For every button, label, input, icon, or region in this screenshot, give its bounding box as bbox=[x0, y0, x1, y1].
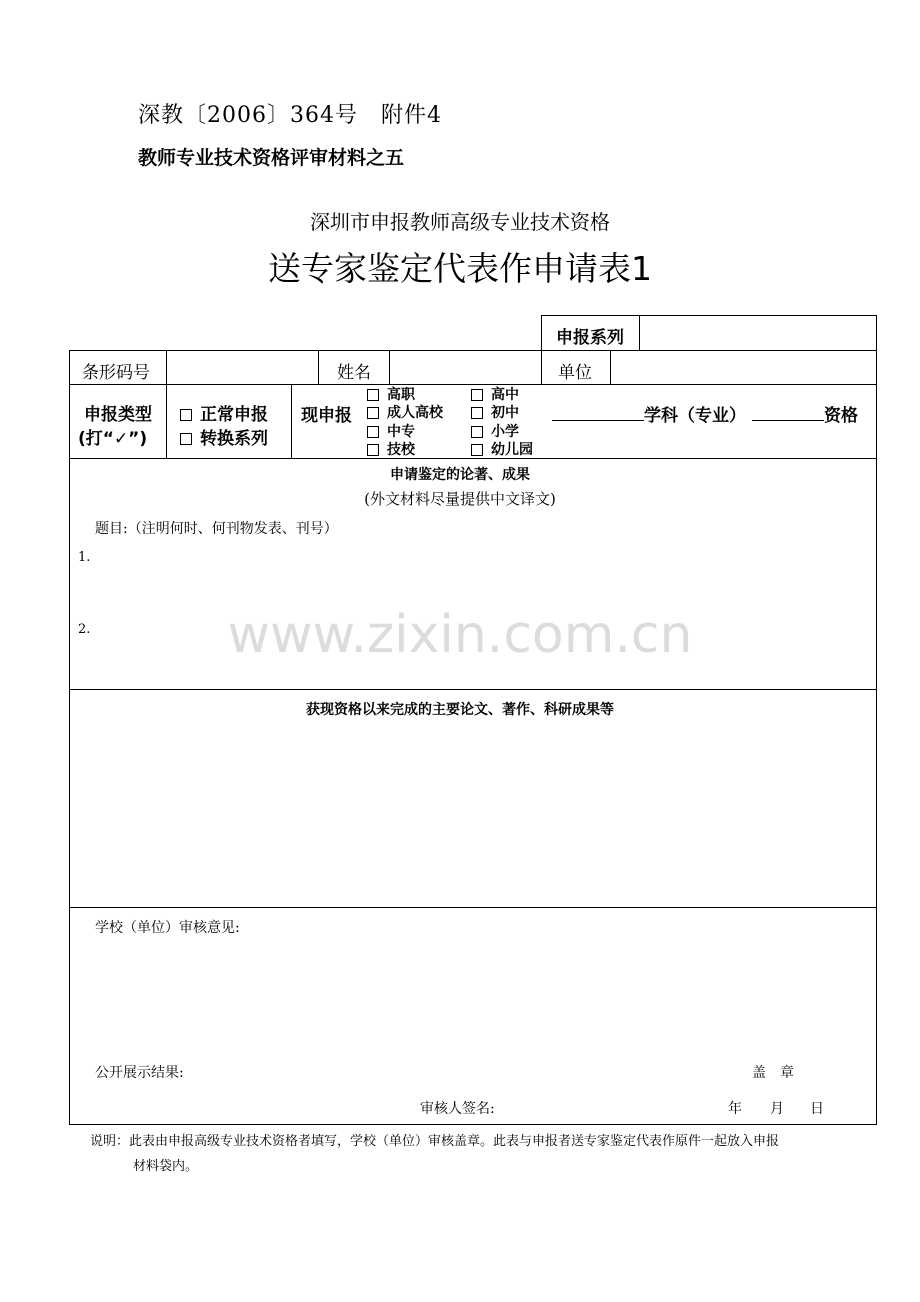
table-line bbox=[318, 350, 319, 384]
table-line bbox=[69, 1124, 876, 1125]
table-line bbox=[541, 315, 876, 316]
checkbox-icon[interactable] bbox=[367, 407, 379, 419]
form-title-line2: 送专家鉴定代表作申请表1 bbox=[268, 249, 652, 288]
checkbox-icon[interactable] bbox=[471, 426, 483, 438]
public-result-label: 公开展示结果: bbox=[95, 1065, 184, 1081]
subject-suffix: 学科（专业） bbox=[644, 406, 746, 426]
table-line bbox=[389, 350, 390, 384]
school-option-junior-high[interactable]: 初中 bbox=[471, 402, 519, 422]
current-label: 现申报 bbox=[301, 406, 352, 426]
barcode-label: 条形码号 bbox=[82, 363, 150, 383]
type-label: 申报类型 bbox=[84, 405, 152, 425]
unit-label: 单位 bbox=[558, 363, 592, 383]
school-option-kindergarten[interactable]: 幼儿园 bbox=[471, 439, 533, 459]
item-number-1: 1. bbox=[78, 550, 91, 565]
type-hint: (打“✓”) bbox=[78, 429, 148, 449]
school-option-primary[interactable]: 小学 bbox=[471, 421, 519, 441]
checkbox-icon[interactable] bbox=[367, 444, 379, 456]
table-line bbox=[291, 384, 292, 458]
school-option-senior-high[interactable]: 高中 bbox=[471, 384, 519, 404]
seal-label: 盖 章 bbox=[752, 1065, 794, 1081]
signer-label: 审核人签名: bbox=[420, 1101, 495, 1117]
unit-field[interactable] bbox=[620, 358, 865, 378]
checkbox-icon[interactable] bbox=[367, 389, 379, 401]
item-number-2: 2. bbox=[78, 622, 91, 637]
school-option-secondary-vocational[interactable]: 中专 bbox=[367, 421, 415, 441]
qualification-suffix: 资格 bbox=[824, 406, 858, 426]
works-note: (外文材料尽量提供中文译文) bbox=[364, 490, 556, 508]
main-works-title: 获现资格以来完成的主要论文、著作、科研成果等 bbox=[306, 702, 614, 718]
date-month: 月 bbox=[770, 1101, 784, 1117]
table-line bbox=[69, 350, 876, 351]
school-option-adult-college[interactable]: 成人高校 bbox=[367, 402, 443, 422]
table-line bbox=[610, 350, 611, 384]
works-title: 申请鉴定的论著、成果 bbox=[390, 467, 530, 483]
table-line bbox=[876, 315, 877, 1125]
series-field[interactable] bbox=[650, 323, 865, 343]
table-line bbox=[69, 689, 876, 690]
checkbox-icon[interactable] bbox=[471, 407, 483, 419]
name-label: 姓名 bbox=[337, 363, 371, 383]
checkbox-icon[interactable] bbox=[180, 433, 192, 445]
subject-qualification-line bbox=[552, 401, 858, 426]
type-option-normal[interactable]: 正常申报 bbox=[180, 400, 268, 425]
subject-blank[interactable] bbox=[552, 419, 644, 421]
table-line bbox=[541, 350, 542, 384]
checkbox-icon[interactable] bbox=[471, 389, 483, 401]
watermark: www.zixin.com.cn bbox=[227, 605, 693, 665]
document-reference: 深教〔2006〕364号 附件4 bbox=[138, 103, 442, 128]
table-line bbox=[166, 350, 167, 458]
barcode-field[interactable] bbox=[175, 358, 310, 378]
table-line bbox=[541, 315, 542, 350]
school-option-technical[interactable]: 技校 bbox=[367, 439, 415, 459]
document-subtitle: 教师专业技术资格评审材料之五 bbox=[138, 147, 405, 169]
checkbox-icon[interactable] bbox=[471, 444, 483, 456]
school-option-higher-vocational[interactable]: 高职 bbox=[367, 384, 415, 404]
footer-note-line1: 说明：此表由申报高级专业技术资格者填写，学校（单位）审核盖章。此表与申报者送专家鉴定代表作原件一起放入申报 bbox=[90, 1134, 780, 1149]
date-year: 年 bbox=[728, 1101, 742, 1117]
type-option-convert[interactable]: 转换系列 bbox=[180, 424, 268, 449]
review-label: 学校（单位）审核意见: bbox=[95, 920, 240, 936]
form-title-line1: 深圳市申报教师高级专业技术资格 bbox=[310, 210, 610, 234]
checkbox-icon[interactable] bbox=[367, 426, 379, 438]
name-field[interactable] bbox=[398, 358, 533, 378]
series-label: 申报系列 bbox=[556, 328, 624, 348]
checkbox-icon[interactable] bbox=[180, 409, 192, 421]
topic-hint: 题目:（注明何时、何刊物发表、刊号） bbox=[95, 521, 338, 537]
footer-note-line2: 材料袋内。 bbox=[133, 1159, 199, 1174]
qualification-blank[interactable] bbox=[752, 419, 824, 421]
date-day: 日 bbox=[810, 1101, 824, 1117]
table-line bbox=[69, 907, 876, 908]
table-line bbox=[639, 315, 640, 350]
